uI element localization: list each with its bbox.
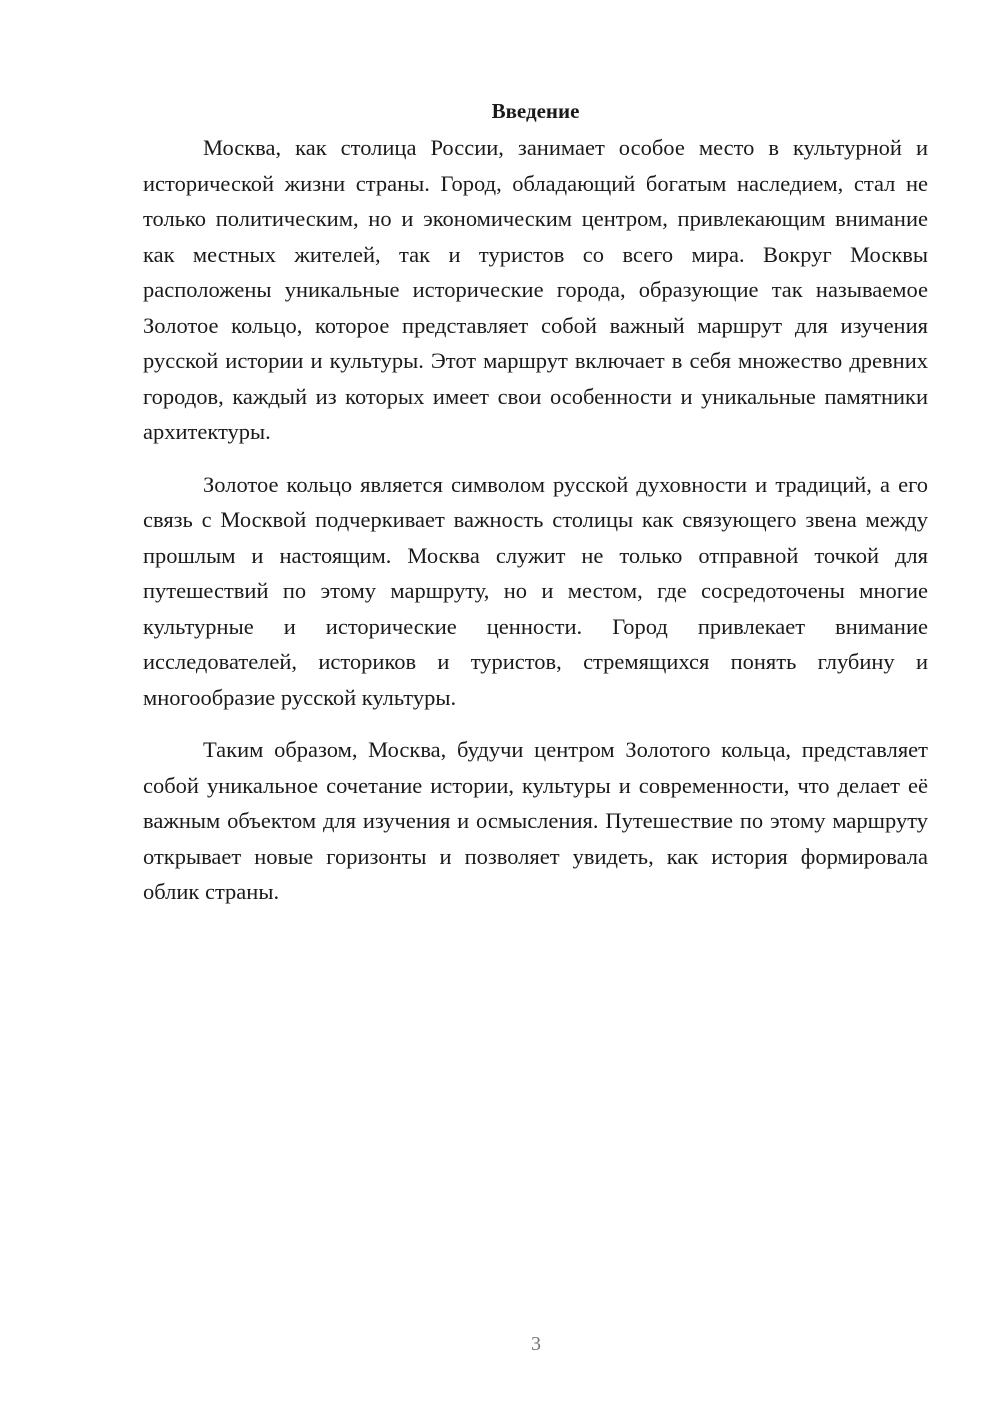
paragraph-3: Таким образом, Москва, будучи центром Золотого кольца, представляет собой уникальное сочетание истории, культуры и современности, что делает её важным объектом для изучения и осмысления. Путешествие по этому маршруту открывает новые горизонты и позволяет увидеть, как история формировала облик страны. [143, 737, 928, 904]
page-number: 3 [531, 1333, 541, 1355]
paragraph-2: Золотое кольцо является символом русской духовности и традиций, а его связь с Москвой подчеркивает важность столицы как связующего звена между прошлым и настоящим. Москва служит не только отправной точкой для путешествий по этому маршруту, но и местом, где сосредоточены многие культурные и исторические ценности. Город привлекает внимание исследователей, историков и туристов, стремящихся понять глубину и многообразие русской культуры. [143, 471, 928, 710]
section-heading: Введение [491, 99, 580, 123]
paragraph-1: Москва, как столица России, занимает особое место в культурной и исторической жизни страны. Город, обладающий богатым наследием, стал не только политическим, но и экономическим центром, привлекающим внимание как местных жителей, так и туристов со всего мира. Вокруг Москвы расположены уникальные исторические города, образующие так называемое Золотое кольцо, которое представляет собой важный маршрут для изучения русской истории и культуры. Этот маршрут включает в себя множество древних городов, каждый из которых имеет свои особенности и уникальные памятники архитектуры. [143, 135, 928, 444]
page-content [143, 96, 928, 927]
